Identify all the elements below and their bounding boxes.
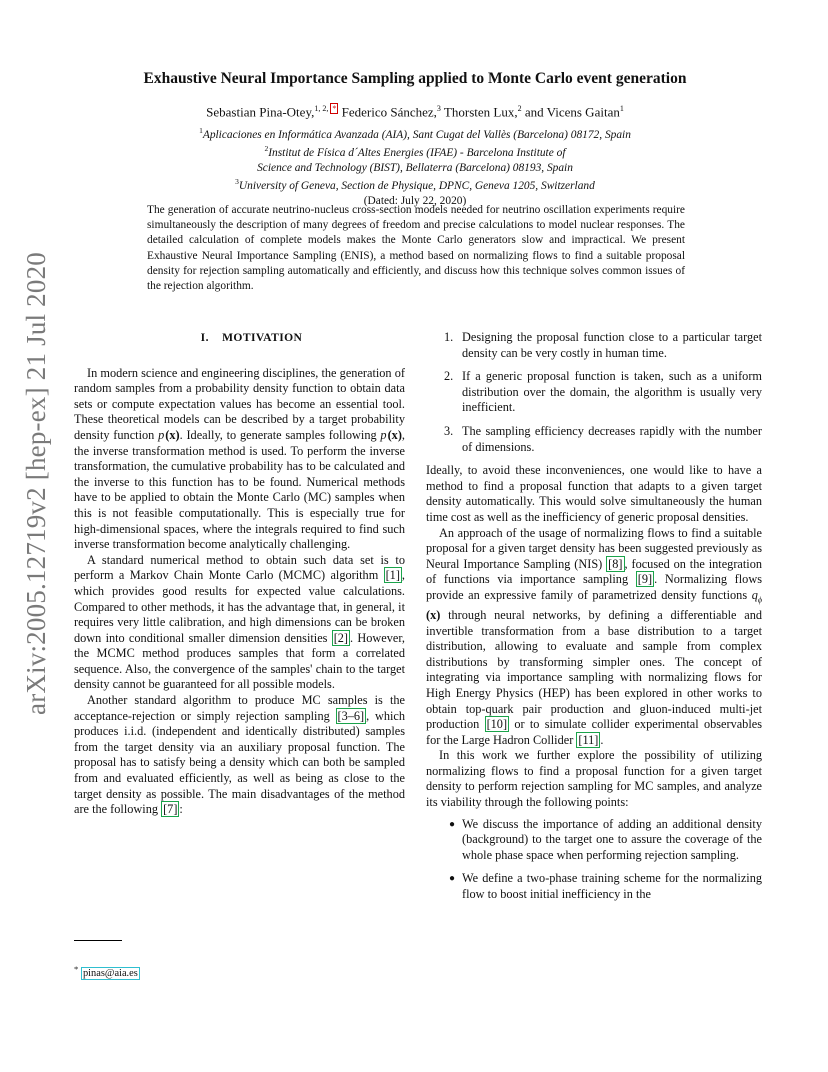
citation-link[interactable]: [8]: [608, 556, 623, 571]
author-list: [70, 104, 760, 120]
citation-link[interactable]: [7]: [163, 802, 178, 817]
citation-link[interactable]: [10]: [486, 717, 508, 732]
affiliation-text: Science and Technology (BIST), Bellaterra (Barcelona) 08193, Spain: [257, 161, 573, 174]
math-symbol: p: [380, 427, 387, 442]
bullet-icon: ●: [449, 873, 456, 885]
affiliations: [70, 124, 760, 208]
paragraph: In modern science and engineering disciplines, the generation of random samples from a probability density function to obtain data sets or compute expectation values has become an essential tool. These theoretical models can be described by a target probability density function p (x). Ideally, to generate samples following p (x), the inverse transformation method is used. To perform the inverse transformation, the cumulative probability has to be calculated and the inverse to this function has to be found. Numerical methods have to be applied to obtain the Monte Carlo (MC) samples when this is not feasible computationally. This is especially true for high-dimensional spaces, where the integrals required to find such inverse transformation become analytically challenging.: [74, 365, 405, 552]
math-argument: (x): [426, 607, 441, 622]
math-symbol: p: [158, 427, 165, 442]
left-column: [74, 330, 405, 818]
list-item: 2. If a generic proposal function is taken, such as a uniform distribution over the domain, the algorithm is usually very inefficient.: [444, 369, 762, 415]
author-name: and Vicens Gaitan: [524, 104, 620, 120]
affiliation-number: 1: [199, 126, 203, 135]
paragraph: Another standard algorithm to produce MC samples is the acceptance-rejection or simply rejection sampling [3–6] , which produces i.i.d. (independent and identically distributed) samples from the target density via an auxiliary proposal function. The proposal has to satisfy being a density which can both be sampled from and evaluated efficiently, as well as being as close to the target density as possible. The main disadvantages of the method are the following [7] :: [74, 693, 405, 817]
author-affiliation-marks: 2: [517, 104, 522, 113]
list-item: ● We define a two-phase training scheme for the normalizing flow to boost initial inefficiency in the: [449, 871, 762, 902]
section-heading: [74, 330, 405, 346]
citation-link[interactable]: [9]: [637, 572, 653, 587]
email-link[interactable]: pinas@aia.es: [82, 968, 138, 980]
contributions-list: [426, 817, 762, 903]
footnote-divider: [74, 940, 122, 941]
citation-link[interactable]: [11]: [578, 732, 599, 747]
author-name: Sebastian Pina-Otey,: [206, 104, 315, 120]
list-item: 1. Designing the proposal function close to a particular target density can be very costly in human time.: [444, 330, 762, 360]
list-item: 3. The sampling efficiency decreases rapidly with the number of dimensions.: [444, 423, 762, 454]
bullet-icon: ●: [449, 818, 456, 830]
author-affiliation-marks: 3: [436, 104, 441, 113]
affiliation-line: [70, 124, 760, 142]
author-name: Federico Sánchez,: [341, 104, 437, 120]
corresponding-author-link[interactable]: *: [332, 104, 337, 113]
list-number: 3.: [444, 423, 454, 438]
author-name: Thorsten Lux,: [443, 104, 518, 120]
math-argument: (x): [165, 427, 180, 442]
affiliation-text: Aplicaciones en Informática Avanzada (AIA), Sant Cugat del Vallès (Barcelona) 08172, Spain: [202, 128, 631, 141]
paper-title: Exhaustive Neural Importance Sampling applied to Monte Carlo event generation: [143, 70, 687, 87]
affiliation-line: [70, 161, 760, 176]
disadvantages-list: [426, 330, 762, 455]
paragraph: A standard numerical method to obtain such data set is to perform a Markov Chain Monte Carlo (MCMC) algorithm [1] , which provides good results for expected value calculations. Compared to other methods, it has the advantage that, in general, it requires very little calibration, and high dimensions can be broken down into conditional smaller dimension densities [2] . However, the MCMC method produces samples that form a correlated sequence. Also, the convergence of the samples' chain to the target density cannot be guaranteed for all possible models.: [74, 552, 405, 692]
affiliation-line: [70, 142, 760, 160]
footnote: [74, 964, 140, 979]
citation-link[interactable]: [2]: [333, 630, 349, 645]
right-column: [426, 330, 762, 911]
list-item: ● We discuss the importance of adding an additional density (background) to the target one to assure the coverage of the whole phase space when performing rejection sampling.: [449, 816, 762, 862]
paragraph: An approach of the usage of normalizing flows to find a suitable proposal for a given target density has been suggested previously as Neural Importance Sampling (NIS) [8] , focused on the integration of functions via importance sampling [9] . Normalizing flows provide an expressive family of parametrized density functions $q_\phi$ (x) through neural networks, by defining a differentiable and invertible transformation from a base distribution to a target distribution, allowing to evaluate and sample from complex distributions by transforming simpler ones. The concept of integrating via importance sampling with normalizing flows for High Energy Physics (HEP) has been explored in other works to obtain top-quark pair production and gluon-induced multi-jet production [10] or to simulate collider experimental observables for the Large Hadron Collider [11] .: [426, 525, 762, 747]
footnote-marker: *: [74, 964, 79, 974]
section-number: I.: [200, 331, 209, 344]
arxiv-sidebar-stamp: [16, 251, 56, 715]
paragraph: In this work we further explore the possibility of utilizing normalizing flows to find a proposal function for a given target density to perform rejection sampling for MC samples, and analyze its viability through the following points:: [426, 748, 762, 810]
affiliation-number: 2: [264, 144, 269, 154]
section-title: MOTIVATION: [222, 331, 303, 344]
citation-link[interactable]: [1]: [385, 568, 400, 583]
affiliation-text: University of Geneva, Section de Physique, DPNC, Geneva 1205, Switzerland: [238, 180, 595, 193]
list-number: 2.: [444, 369, 454, 384]
arxiv-identifier: arXiv:2005.12719v2 [hep-ex] 21 Jul 2020: [20, 251, 51, 715]
author-affiliation-marks: 1: [619, 104, 624, 113]
author-affiliation-marks: 1, 2,: [314, 104, 331, 113]
affiliation-line: [70, 175, 760, 193]
abstract: The generation of accurate neutrino-nucleus cross-section models needed for neutrino oscillation experiments require simultaneously the description of many degrees of freedom and precise calculations to model nuclear responses. The detailed calculation of complete models makes the Monte Carlo generators slow and impractical. We present Exhaustive Neural Importance Sampling (ENIS), a method based on normalizing flows to find a suitable proposal density for rejection sampling automatically and efficiently, and discuss how this technique solves common issues of the rejection algorithm.: [147, 204, 685, 293]
affiliation-text: Institut de Física d´Altes Energies (IFAE) - Barcelona Institute of: [268, 147, 566, 160]
citation-link[interactable]: [3–6]: [337, 708, 365, 723]
affiliation-number: 3: [235, 177, 239, 187]
paragraph: Ideally, to avoid these inconveniences, one would like to have a method to find a proposal function that adapts to a given target density automatically. This would solve simultaneously the human time cost as well as the inefficiency of generic proposal densities.: [426, 463, 762, 524]
list-number: 1.: [444, 330, 454, 344]
math-subscript: ϕ: [757, 595, 762, 605]
math-symbol: q: [751, 587, 758, 602]
date-line: (Dated: July 22, 2020): [363, 194, 467, 207]
math-argument: (x): [387, 427, 402, 442]
